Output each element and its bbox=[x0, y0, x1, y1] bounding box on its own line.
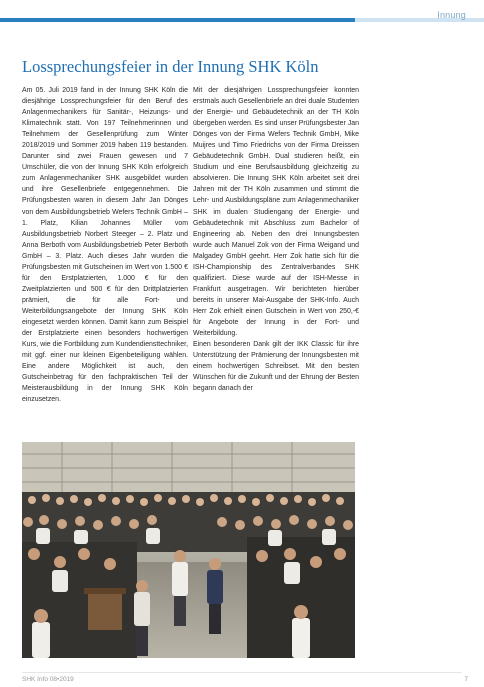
header-accent-bar bbox=[0, 18, 355, 22]
article-column-right bbox=[193, 85, 359, 394]
article-paragraph: Mit der diesjährigen Lossprechungsfeier konnten erstmals auch Gesellenbriefe an drei duale Studenten der Energie- und Gebäudetechnik an der TH Köln übergeben werden. Es sind unser Prüfungsbester Jan Dönges von der Firma Wefers Technik GmbH, Mike Muijres und Timo Friedrichs von der Firma Dreissen Gebäudetechnik GmbH. Dual studieren heißt, ein Studium und eine Berufsausbildung gleichzeitig zu absolvieren. Die Innung SHK Köln arbeitet seit drei Jahren mit der TH Köln zusammen und stimmt die Lehr- und Ausbildungspläne zum Anlagenmechaniker SHK im dualen Studiengang der Energie- und Gebäudetechnik mit Abschluss zum Bachelor of Engineering ab. Neben den drei Innungsbesten wurde auch Manuel Zok von der Firma Weigand und Malgadey GmbH geehrt. Herr Zok hatte sich für die ISH-Championship des Zentralverbandes SHK qualifiziert. Diese wurde auf der ISH-Messe in Frankfurt ausgetragen. Wir berichteten hierüber bereits in unserer Mai-Ausgabe der SHK-Info. Auch Herr Zok erhielt einen Gutschein in Wert von 250,-€ für Angebote der Innung in der Fort- und Weiterbildung. bbox=[193, 87, 359, 338]
article-paragraph: Am 05. Juli 2019 fand in der Innung SHK Köln die diesjährige Lossprechungsfeier für den Beruf des Anlagenmechanikers für Sanitär-, Heizungs- und Klimatechnik statt. Von 197 Teilnehmerinnen und Teilnehmern der Gesellenprüfung zum Winter 2018/2019 und Sommer 2019 haben 119 bestanden. Darunter sind zwei Frauen gewesen und 7 Umschüler, die von der Innung SHK Köln erfolgreich zum Anlagenmechaniker SHK ausgebildet wurden und ihre Gesellenbriefe entgegennehmen. Die Prüfungsbesten waren in diesem Jahr Jan Dönges von dem Ausbildungsbetrieb Wefers Technik GmbH – 1. Platz, Kilian Johannes Müller vom Ausbildungsbetrieb Norbert Steeger – 2. Platz und Anna Berboth vom Ausbildungsbetrieb Peter Berboth GmbH – 3. Platz. Auch dieses Jahr wurden die Prüfungsbesten mit Gutscheinen im Wert von 1.500 € für den Erstplatzierten, 1.000 € für den Zweitplatzierten und 500 € für den Drittplatzierten prämiert, die für alle Fort- und Weiterbildungsangebote der Innung SHK Köln eingesetzt werden können. Damit kann zum Beispiel der Erstplatzierte einen besonders hochwertigen Kurs, wie die Fortbildung zum Kundendiensttechniker, mit ggf. einer nur kleinen Eigenbeteiligung wählen. Eine andere Möglichkeit ist auch, den Gutscheinbetrag für den fachpraktischen Teil der Meisterausbildung in der Innung SHK Köln einzusetzen. bbox=[22, 87, 188, 404]
section-label: Innung bbox=[437, 10, 466, 20]
article-column-left bbox=[22, 85, 188, 405]
article-paragraph: Einen besonderen Dank gilt der IKK Classic für ihre Unterstützung der Prämierung der Innungsbesten mit einem hochwertigen Schreibset. Mit den besten Wünschen für die Zukunft und der Ehrung der Besten begann danach der bbox=[193, 341, 359, 393]
event-photo bbox=[22, 442, 355, 658]
article-title: Lossprechungsfeier in der Innung SHK Köln bbox=[22, 57, 319, 76]
page-number: 7 bbox=[464, 676, 468, 683]
footer-publication: SHK Info 08•2019 bbox=[22, 676, 74, 683]
event-photo-illustration bbox=[22, 442, 355, 658]
footer-rule bbox=[22, 672, 462, 673]
